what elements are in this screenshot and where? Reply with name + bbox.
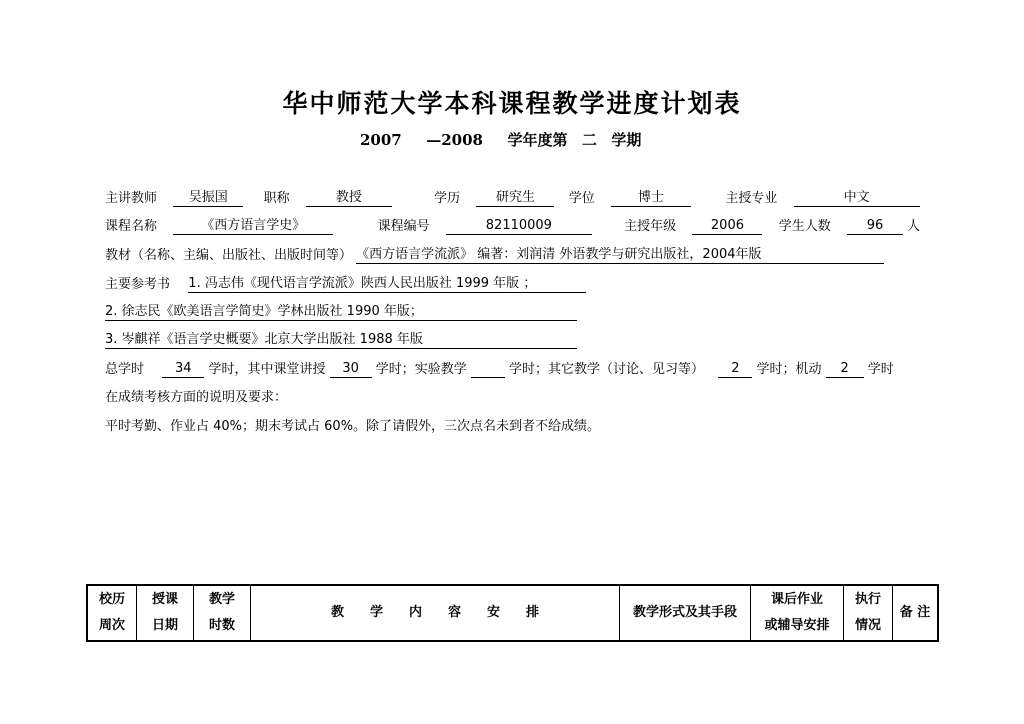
- grade-value: 2006: [692, 218, 762, 235]
- header-hours-line2: 时数: [208, 618, 235, 633]
- header-method: [620, 585, 751, 641]
- header-method-text: 教学形式及其手段: [632, 605, 737, 620]
- header-notes: [893, 585, 939, 641]
- flex-hours: 2: [826, 361, 864, 378]
- course-row: [105, 218, 920, 236]
- students-unit: 人: [907, 219, 921, 234]
- header-execution: [844, 585, 893, 641]
- hours-text-2: 学时；实验教学: [375, 362, 467, 377]
- hours-text-3: 学时；其它教学（讨论、见习等）: [509, 362, 705, 377]
- reference-3-row: [105, 332, 577, 350]
- header-hours-line1: 教学: [208, 592, 235, 607]
- other-hours: 2: [718, 361, 752, 378]
- academic-year-line: [360, 129, 641, 150]
- header-homework: [751, 585, 844, 641]
- header-homework-line2: 或辅导安排: [764, 618, 830, 633]
- year-end: —2008: [426, 131, 483, 149]
- header-date-line1: 授课: [151, 592, 178, 607]
- header-notes-text: 备 注: [899, 605, 931, 620]
- course-name-label: 课程名称: [105, 219, 158, 234]
- hours-text-4: 学时；机动: [756, 362, 822, 377]
- students-label: 学生人数: [778, 219, 831, 234]
- reference-2-row: [105, 304, 577, 322]
- students-value: 96: [847, 218, 903, 235]
- lecturer-row: [105, 190, 920, 208]
- header-week-line1: 校历: [98, 592, 125, 607]
- header-hours: [194, 585, 251, 641]
- semester: 二: [581, 131, 597, 149]
- header-date: [137, 585, 194, 641]
- year-start: 2007: [360, 131, 402, 149]
- course-name-value: 《西方语言学史》: [173, 218, 333, 235]
- reference-2: 2. 徐志民《欧美语言学简史》学林出版社 1990 年版；: [105, 304, 577, 321]
- textbook-value: 《西方语言学流派》 编著：刘润清 外语教学与研究出版社，2004年版: [356, 247, 884, 264]
- year-label: 学年度第: [507, 131, 568, 149]
- schedule-table: [86, 584, 939, 642]
- lecturer-value: 吴振国: [173, 190, 243, 207]
- degree-label: 学位: [568, 191, 595, 206]
- header-content-text: 教 学 内 容 安 排: [330, 605, 539, 620]
- title-label: 职称: [263, 191, 290, 206]
- grade-label: 主授年级: [624, 219, 677, 234]
- header-content: [251, 585, 620, 641]
- assessment-row: [105, 418, 600, 436]
- degree-value: 博士: [611, 190, 691, 207]
- assessment-label: 在成绩考核方面的说明及要求：: [105, 390, 288, 405]
- lecture-hours: 30: [330, 361, 372, 378]
- education-value: 研究生: [476, 190, 554, 207]
- assessment-text: 平时考勤、作业占 40%；期末考试占 60%。除了请假外，三次点名未到者不给成绩。: [105, 419, 601, 434]
- reference-1: 1. 冯志伟《现代语言学流派》陕西人民出版社 1999 年版 ；: [188, 276, 586, 293]
- hours-text-1: 学时，其中课堂讲授: [208, 362, 326, 377]
- title-value: 教授: [306, 190, 392, 207]
- semester-label: 学期: [611, 131, 642, 149]
- major-label: 主授专业: [725, 191, 778, 206]
- header-execution-line1: 执行: [854, 592, 881, 607]
- course-code-value: 82110009: [446, 218, 592, 235]
- reference-3: 3. 岑麒祥《语言学史概要》北京大学出版社 1988 年版: [105, 332, 577, 349]
- hours-text-5: 学时: [867, 362, 894, 377]
- references-row: [105, 276, 586, 294]
- references-label: 主要参考书: [105, 277, 171, 292]
- hours-row: [105, 361, 894, 379]
- header-week: [87, 585, 137, 641]
- textbook-label: 教材（名称、主编、出版社、出版时间等）: [105, 248, 353, 263]
- document-title: 华中师范大学本科课程教学进度计划表: [282, 89, 742, 118]
- total-hours: 34: [162, 361, 204, 378]
- course-code-label: 课程编号: [377, 219, 430, 234]
- header-week-line2: 周次: [98, 618, 125, 633]
- assessment-label-row: [105, 389, 287, 407]
- lecturer-label: 主讲教师: [105, 191, 158, 206]
- lab-hours: [471, 361, 505, 378]
- header-execution-line2: 情况: [854, 618, 881, 633]
- hours-label: 总学时: [105, 362, 145, 377]
- header-date-line2: 日期: [151, 618, 178, 633]
- textbook-row: [105, 247, 884, 265]
- education-label: 学历: [434, 191, 461, 206]
- schedule-header-row: [87, 585, 938, 641]
- major-value: 中文: [794, 190, 920, 207]
- header-homework-line1: 课后作业: [770, 592, 823, 607]
